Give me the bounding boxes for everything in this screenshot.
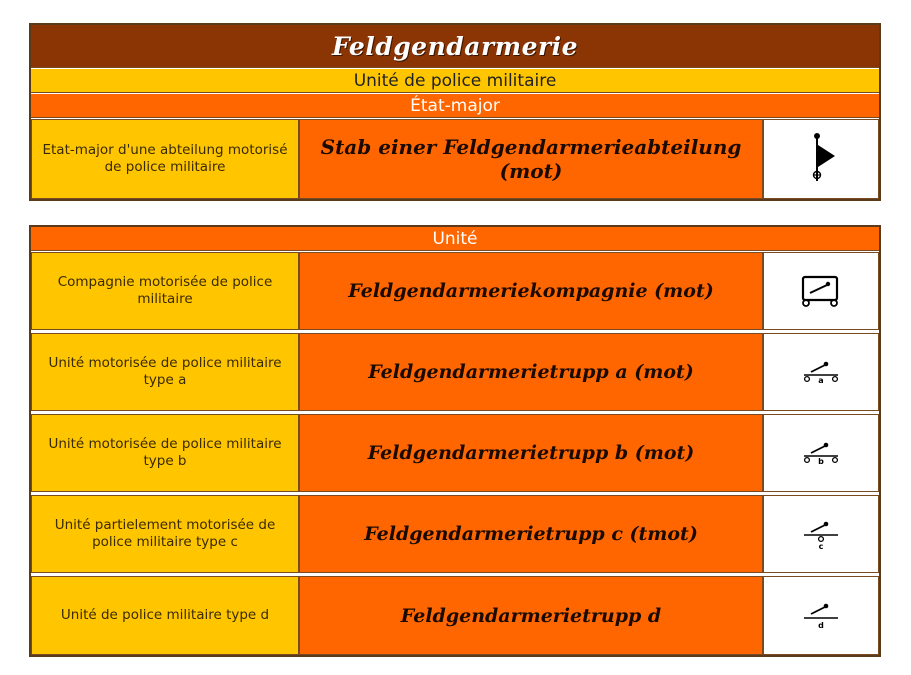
unit-row: [31, 576, 879, 655]
unit-row-german-label: Feldgendarmeriekompagnie (mot): [299, 252, 763, 330]
staff-row-german-label: Stab einer Feldgendarmerieabteilung (mot): [299, 119, 763, 199]
staff-row: [31, 119, 879, 199]
section-unit-label: Unité: [31, 227, 879, 251]
unit-row-german-label: Feldgendarmerietrupp c (tmot): [299, 495, 763, 573]
unit-row: [31, 495, 879, 573]
unit-row: [31, 252, 879, 330]
table-title: Feldgendarmerie: [31, 25, 879, 68]
troop-letter-label: d: [818, 620, 824, 630]
troop-d-symbol-icon: [763, 576, 879, 655]
unit-row-german-label: Feldgendarmerietrupp d: [299, 576, 763, 655]
unit-row-german-label: Feldgendarmerietrupp b (mot): [299, 414, 763, 492]
section-staff-label: État-major: [31, 94, 879, 118]
troop-c-symbol-icon: [763, 495, 879, 573]
troop-letter-label: a: [818, 376, 824, 385]
unit-row-french-label: Compagnie motorisée de police militaire: [31, 252, 299, 330]
unit-row: [31, 414, 879, 492]
troop-a-symbol-icon: [763, 333, 879, 411]
motorized-company-symbol-icon: [763, 252, 879, 330]
unit-row-french-label: Unité motorisée de police militaire type a: [31, 333, 299, 411]
unit-row-french-label: Unité partielement motorisée de police militaire type c: [31, 495, 299, 573]
troop-b-symbol-icon: [763, 414, 879, 492]
unit-row-french-label: Unité motorisée de police militaire type b: [31, 414, 299, 492]
table-subtitle: Unité de police militaire: [31, 69, 879, 93]
unit-row-french-label: Unité de police militaire type d: [31, 576, 299, 655]
units-table: [29, 225, 881, 657]
staff-flag-symbol-icon: [763, 119, 879, 199]
troop-letter-label: b: [818, 457, 824, 466]
unit-row-german-label: Feldgendarmerietrupp a (mot): [299, 333, 763, 411]
staff-row-french-label: Etat-major d'une abteilung motorisé de police militaire: [31, 119, 299, 199]
unit-row: [31, 333, 879, 411]
staff-table: [29, 23, 881, 201]
troop-letter-label: c: [818, 542, 824, 551]
